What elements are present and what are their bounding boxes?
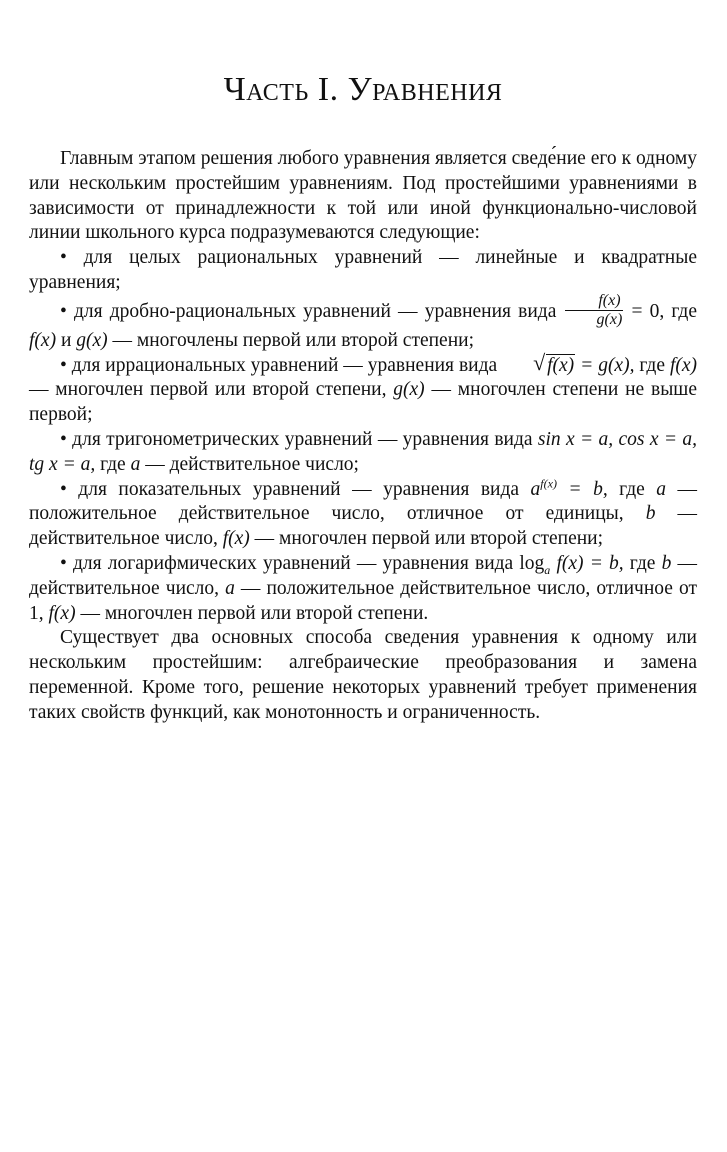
- formula-text: = b,: [556, 478, 608, 500]
- formula-text: = 0,: [624, 300, 665, 322]
- bullet-text: • для иррациональных уравнений — уравнения вида: [60, 354, 503, 376]
- formula-text: b: [661, 552, 672, 574]
- closing-paragraph: Существует два основных способа сведения уравнения к одному или нескольким простейшим: алгебраические преобразования и замена переменной. Кроме того, решение некоторых уравнений требует применения таких свойств функций, как монотонность и ограниченность.: [29, 627, 697, 723]
- bullet-text: • для дробно-рациональных уравнений — уравнения вида: [60, 300, 564, 322]
- bullet-text: где: [664, 300, 697, 322]
- formula-log-base: a: [544, 562, 551, 577]
- radical-sign: √: [533, 349, 546, 375]
- bullet-text: — многочлен первой или второй степени.: [75, 602, 429, 624]
- bullet-irrational: [29, 349, 697, 428]
- bullet-text: где: [607, 478, 657, 500]
- formula-text: g(x): [76, 329, 108, 351]
- formula-text: f(x): [222, 528, 250, 550]
- fraction-denominator: g(x): [596, 310, 623, 328]
- formula-text: f(x): [29, 329, 57, 351]
- formula-text: a: [225, 577, 235, 599]
- formula-text: log: [519, 552, 545, 574]
- page-title: Часть I. Уравнения: [223, 71, 503, 108]
- formula-text: tg x = a,: [29, 453, 96, 475]
- bullet-text: — многочлен первой или второй степени;: [249, 528, 604, 550]
- bullet-logarithmic: [29, 552, 697, 626]
- formula-text: cos x = a,: [618, 428, 697, 450]
- bullet-text: • для тригонометрических уравнений — уравнения вида: [60, 428, 538, 450]
- formula-text: sin x = a,: [537, 428, 614, 450]
- bullet-text: — действительное число,: [29, 503, 697, 550]
- intro-paragraph: Главным этапом решения любого уравнения является сведе́ние его к одному или нескольким простейшим уравнениям. Под простейшими уравнениями в зависимости от принадлежности к той или иной функционально-числовой линии школьного курса подразумеваются следующие:: [29, 148, 697, 244]
- bullet-text: — действительное число,: [29, 552, 697, 599]
- bullet-fractional-rational: [29, 291, 697, 354]
- formula-text: f(x) = b,: [550, 552, 624, 574]
- bullet-text: и: [56, 329, 77, 351]
- formula-text: b: [645, 503, 656, 525]
- bullet-text: — действительное число;: [140, 453, 359, 475]
- radicand: f(x): [547, 354, 575, 376]
- formula-text: a: [656, 478, 667, 500]
- formula-text: a: [530, 478, 541, 500]
- bullet-text: • для логарифмических уравнений — уравнения вида: [60, 552, 520, 574]
- bullet-text: • для показательных уравнений — уравнения вида: [60, 478, 531, 500]
- bullet-text: — многочлены первой или второй степени;: [107, 329, 475, 351]
- bullet-exponential: [29, 478, 697, 552]
- formula-text: a: [130, 453, 141, 475]
- bullet-text: где: [634, 354, 670, 376]
- formula-exponent: f(x): [540, 476, 557, 491]
- bullet-text: — положительное действительное число, отличное от 1,: [29, 577, 697, 624]
- formula-text: = g(x),: [575, 354, 635, 376]
- fraction-formula: [565, 292, 624, 329]
- bullet-text: — многочлен степени не выше первой;: [29, 379, 697, 426]
- square-root-formula: [502, 349, 575, 379]
- body-text: [29, 147, 697, 726]
- fraction-numerator: f(x): [565, 292, 624, 311]
- bullet-text: — положительное действительное число, отличное от единицы,: [29, 478, 697, 525]
- bullet-text: где: [95, 453, 131, 475]
- bullet-text: — многочлен первой или второй степени,: [29, 379, 394, 401]
- bullet-text: где: [623, 552, 662, 574]
- formula-text: f(x): [48, 602, 76, 624]
- bullet-integer-rational: • для целых рациональных уравнений — линейные и квадратные уравнения;: [29, 247, 697, 293]
- bullet-trigonometric: [29, 428, 697, 478]
- formula-text: g(x): [393, 379, 425, 401]
- formula-text: f(x): [669, 354, 697, 376]
